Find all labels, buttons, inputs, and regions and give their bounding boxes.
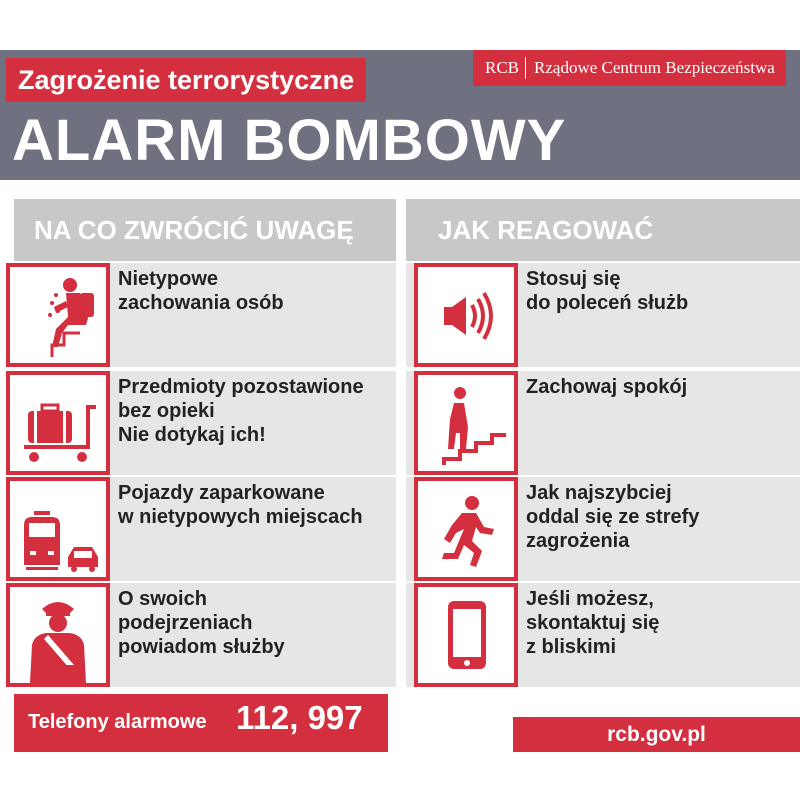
item-text [526, 481, 699, 553]
item-line: Jeśli możesz, [526, 588, 654, 610]
list-item-contact-relatives [406, 583, 800, 687]
page-title: ALARM BOMBOWY [12, 108, 567, 173]
item-line: Pojazdy zaparkowane [118, 482, 325, 504]
list-item-leave-danger-zone [406, 477, 800, 581]
list-item-stay-calm [406, 371, 800, 475]
item-line: do poleceń służb [526, 292, 689, 314]
item-text [118, 481, 363, 529]
left-column-title: NA CO ZWRÓCIĆ UWAGĘ [14, 199, 396, 261]
item-text [118, 587, 285, 659]
rcb-logo [473, 50, 786, 86]
list-item-parked-vehicles [6, 477, 396, 581]
logo-abbr: RCB [473, 57, 526, 79]
logo-full-name: Rządowe Centrum Bezpieczeństwa [534, 58, 775, 77]
item-line: powiadom służby [118, 636, 285, 658]
item-line: zagrożenia [526, 530, 630, 552]
item-text [526, 375, 687, 399]
list-item-report-suspicions [6, 583, 396, 687]
item-line: w nietypowych miejscach [118, 506, 363, 528]
list-item-unattended-objects [6, 371, 396, 475]
phone-icon [414, 583, 518, 687]
threat-badge: Zagrożenie terrorystyczne [6, 58, 366, 102]
item-text [118, 375, 364, 447]
item-text [118, 267, 284, 315]
item-line: Stosuj się [526, 268, 621, 290]
item-line: bez opieki [118, 400, 215, 422]
header-banner [0, 50, 800, 180]
list-item-suspicious-behaviour [6, 263, 396, 367]
item-line: Zachowaj spokój [526, 376, 688, 398]
item-text [526, 267, 688, 315]
right-column-title: JAK REAGOWAĆ [406, 199, 800, 261]
phones-numbers: 112, 997 [236, 699, 363, 736]
emergency-phones-box [14, 694, 388, 752]
suspicious-person-icon [6, 263, 110, 367]
luggage-cart-icon [6, 371, 110, 475]
item-line: Przedmioty pozostawione [118, 376, 364, 398]
item-line: skontaktuj się [526, 612, 660, 634]
item-line: z bliskimi [526, 636, 617, 658]
running-person-icon [414, 477, 518, 581]
item-line: oddal się ze strefy [526, 506, 700, 528]
phones-label: Telefony alarmowe [28, 711, 207, 733]
speaker-icon [414, 263, 518, 367]
item-line: zachowania osób [118, 292, 284, 314]
train-car-icon [6, 477, 110, 581]
item-text [526, 587, 659, 659]
item-line: Nietypowe [118, 268, 219, 290]
item-line: O swoich [118, 588, 207, 610]
website-link[interactable]: rcb.gov.pl [513, 717, 800, 752]
officer-icon [6, 583, 110, 687]
list-item-follow-instructions [406, 263, 800, 367]
item-line: Jak najszybciej [526, 482, 672, 504]
walking-stairs-icon [414, 371, 518, 475]
item-line: Nie dotykaj ich! [118, 424, 266, 446]
item-line: podejrzeniach [118, 612, 253, 634]
